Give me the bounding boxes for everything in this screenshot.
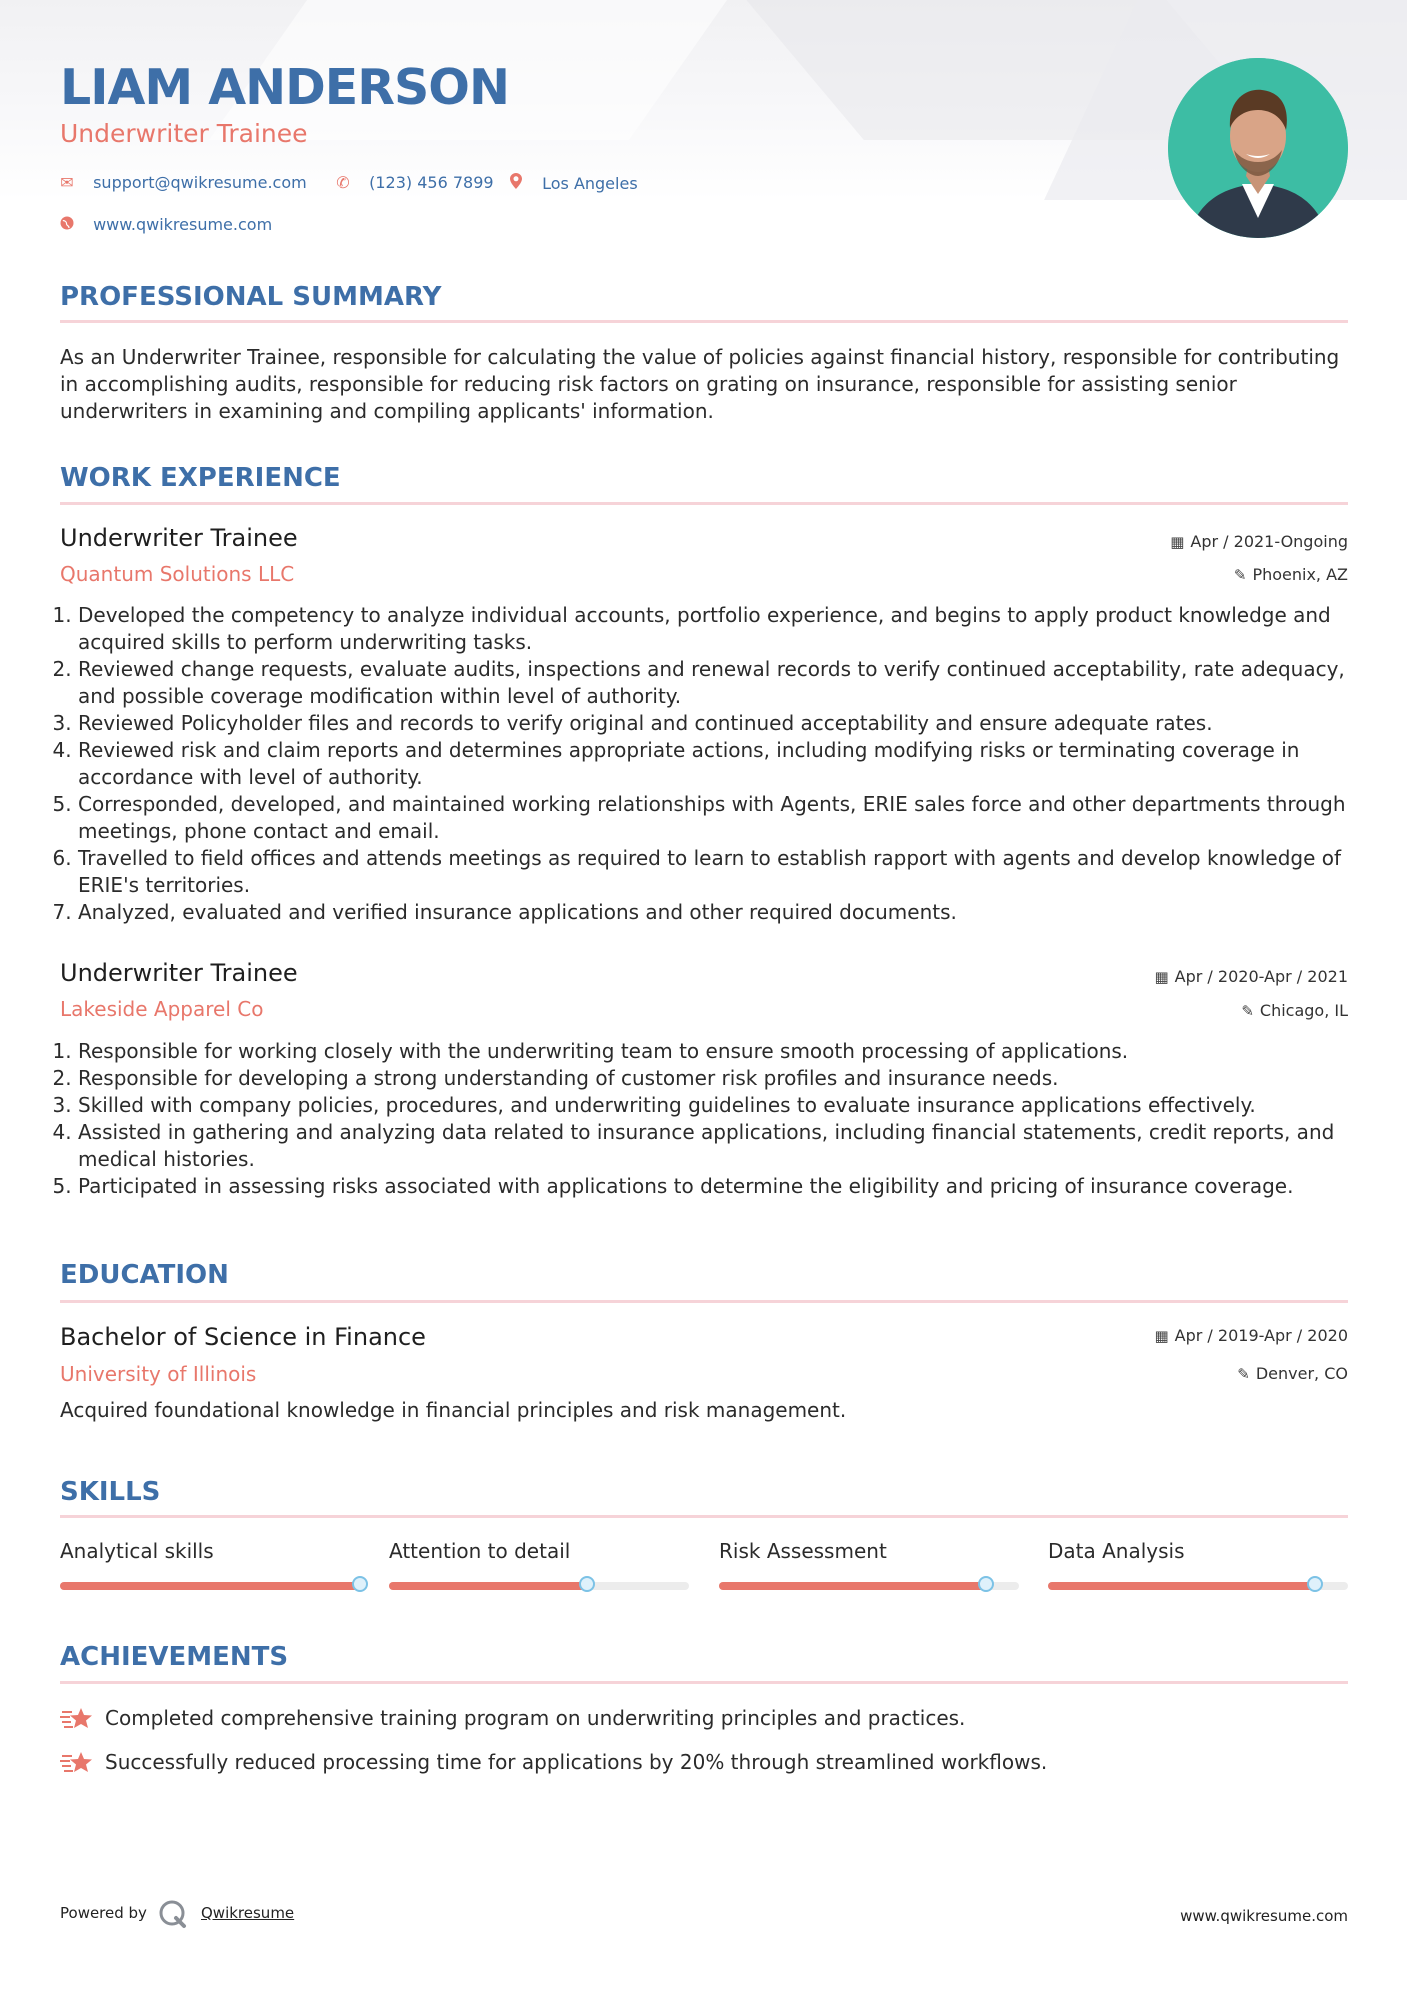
education-dates — [1154, 1326, 1348, 1346]
section-divider — [60, 1681, 1348, 1684]
job-location-text: Chicago, IL — [1259, 1001, 1348, 1020]
job-location-text: Phoenix, AZ — [1252, 565, 1348, 584]
skill-bar-knob — [1307, 1576, 1323, 1592]
education-location — [1237, 1364, 1348, 1384]
contact-location — [507, 173, 638, 194]
skills-heading: SKILLS — [60, 1477, 161, 1507]
job-location — [1241, 1001, 1348, 1021]
job-dates-text: Apr / 2020-Apr / 2021 — [1174, 967, 1348, 986]
phone-text: (123) 456 7899 — [369, 173, 494, 192]
map-pin-icon — [507, 173, 525, 194]
powered-by-label: Powered by — [60, 1904, 147, 1922]
qwikresume-logo-icon — [158, 1899, 188, 1929]
education-heading: EDUCATION — [60, 1260, 229, 1290]
list-item: 2. Responsible for developing a strong understanding of customer risk profiles and insurance needs. — [78, 1065, 1368, 1092]
experience-heading: WORK EXPERIENCE — [60, 463, 341, 493]
calendar-icon: ▦ — [1154, 968, 1169, 986]
list-item: 1. Responsible for working closely with the underwriting team to ensure smooth processing of applications. — [78, 1038, 1368, 1065]
achievement-text: Completed comprehensive training program on underwriting principles and practices. — [105, 1706, 966, 1730]
list-item: 5. Corresponded, developed, and maintained working relationships with Agents, ERIE sales force and other departments through meetings, phone contact and email. — [78, 791, 1368, 845]
summary-text: As an Underwriter Trainee, responsible for calculating the value of policies against financial history, responsible for contributing in accomplishing audits, responsible for reducing risk factors on grating on insurance, responsible for assisting senior underwriters in examining and compiling applicants' information. — [60, 345, 1340, 423]
achievement-text: Successfully reduced processing time for applications by 20% through streamlined workflows. — [105, 1750, 1048, 1774]
job-dates — [1170, 532, 1348, 552]
skill-label: Data Analysis — [1048, 1539, 1185, 1563]
company-name: Lakeside Apparel Co — [60, 997, 264, 1021]
job-location — [1234, 565, 1348, 585]
section-divider — [60, 1515, 1348, 1518]
list-item: 6. Travelled to field offices and attends meetings as required to learn to establish rapport with agents and develop knowledge of ERIE's territories. — [78, 845, 1368, 899]
list-item: 4. Reviewed risk and claim reports and determines appropriate actions, including modifying risks or terminating coverage in accordance with level of authority. — [78, 737, 1368, 791]
list-item: 7. Analyzed, evaluated and verified insurance applications and other required documents. — [78, 899, 1368, 926]
skill-bar-knob — [352, 1576, 368, 1592]
qwikresume-link[interactable]: Qwikresume — [201, 1904, 295, 1922]
email-text: support@qwikresume.com — [93, 173, 307, 192]
footer-website[interactable]: www.qwikresume.com — [1180, 1907, 1348, 1925]
degree-title: Bachelor of Science in Finance — [60, 1323, 426, 1351]
skill-bar — [719, 1582, 1019, 1590]
list-item: 5. Participated in assessing risks associated with applications to determine the eligibility and pricing of insurance coverage. — [78, 1173, 1368, 1200]
skill-bar-fill — [389, 1582, 587, 1590]
job-bullets — [60, 1038, 1368, 1200]
skill-label: Attention to detail — [389, 1539, 571, 1563]
section-divider — [60, 502, 1348, 505]
star-badge-icon — [60, 1706, 94, 1732]
list-item: 3. Reviewed Policyholder files and records to verify original and continued acceptability and ensure adequate rates. — [78, 710, 1368, 737]
skill-bar-knob — [978, 1576, 994, 1592]
education-description: Acquired foundational knowledge in financial principles and risk management. — [60, 1398, 847, 1422]
list-item: 1. Developed the competency to analyze individual accounts, portfolio experience, and begins to apply product knowledge and acquired skills to perform underwriting tasks. — [78, 602, 1368, 656]
skill-label: Analytical skills — [60, 1539, 214, 1563]
skill-bar — [389, 1582, 689, 1590]
star-badge-icon — [60, 1750, 94, 1776]
job-title: Underwriter Trainee — [60, 524, 298, 552]
contact-phone[interactable] — [334, 173, 494, 193]
skill-bar-fill — [719, 1582, 986, 1590]
skill-bar-knob — [579, 1576, 595, 1592]
skill-bar-fill — [1048, 1582, 1315, 1590]
education-location-text: Denver, CO — [1255, 1364, 1348, 1383]
phone-icon: ✆ — [336, 173, 350, 192]
job-bullets — [60, 602, 1368, 926]
candidate-name: LIAM ANDERSON — [60, 59, 509, 116]
profile-photo — [1168, 58, 1348, 238]
skill-label: Risk Assessment — [719, 1539, 887, 1563]
website-text: www.qwikresume.com — [93, 215, 273, 234]
section-divider — [60, 1300, 1348, 1303]
list-item: 2. Reviewed change requests, evaluate audits, inspections and renewal records to verify continued acceptability, rate adequacy, and possible coverage modification within level of authority. — [78, 656, 1368, 710]
job-dates — [1154, 967, 1348, 987]
globe-icon — [58, 215, 76, 235]
list-item: 4. Assisted in gathering and analyzing data related to insurance applications, including financial statements, credit reports, and medical histories. — [78, 1119, 1368, 1173]
candidate-role: Underwriter Trainee — [60, 119, 308, 148]
section-divider — [60, 320, 1348, 323]
summary-heading: PROFESSIONAL SUMMARY — [60, 282, 442, 312]
pushpin-icon: ✎ — [1233, 566, 1247, 584]
list-item: 3. Skilled with company policies, procedures, and underwriting guidelines to evaluate insurance applications effectively. — [78, 1092, 1368, 1119]
pushpin-icon: ✎ — [1237, 1365, 1250, 1383]
job-dates-text: Apr / 2021-Ongoing — [1190, 532, 1348, 551]
achievements-heading: ACHIEVEMENTS — [60, 1642, 289, 1672]
contact-email[interactable] — [58, 173, 307, 193]
calendar-icon: ▦ — [1154, 1327, 1169, 1345]
portrait-illustration — [1168, 58, 1348, 238]
contact-website[interactable] — [58, 215, 272, 235]
education-dates-text: Apr / 2019-Apr / 2020 — [1174, 1326, 1348, 1345]
pushpin-icon: ✎ — [1241, 1002, 1254, 1020]
envelope-icon: ✉ — [60, 173, 74, 192]
skill-bar — [60, 1582, 360, 1590]
calendar-icon: ▦ — [1170, 533, 1185, 551]
job-title: Underwriter Trainee — [60, 959, 298, 987]
location-text: Los Angeles — [542, 174, 638, 193]
school-name: University of Illinois — [60, 1362, 257, 1386]
skill-bar-fill — [60, 1582, 360, 1590]
company-name: Quantum Solutions LLC — [60, 562, 295, 586]
skill-bar — [1048, 1582, 1348, 1590]
